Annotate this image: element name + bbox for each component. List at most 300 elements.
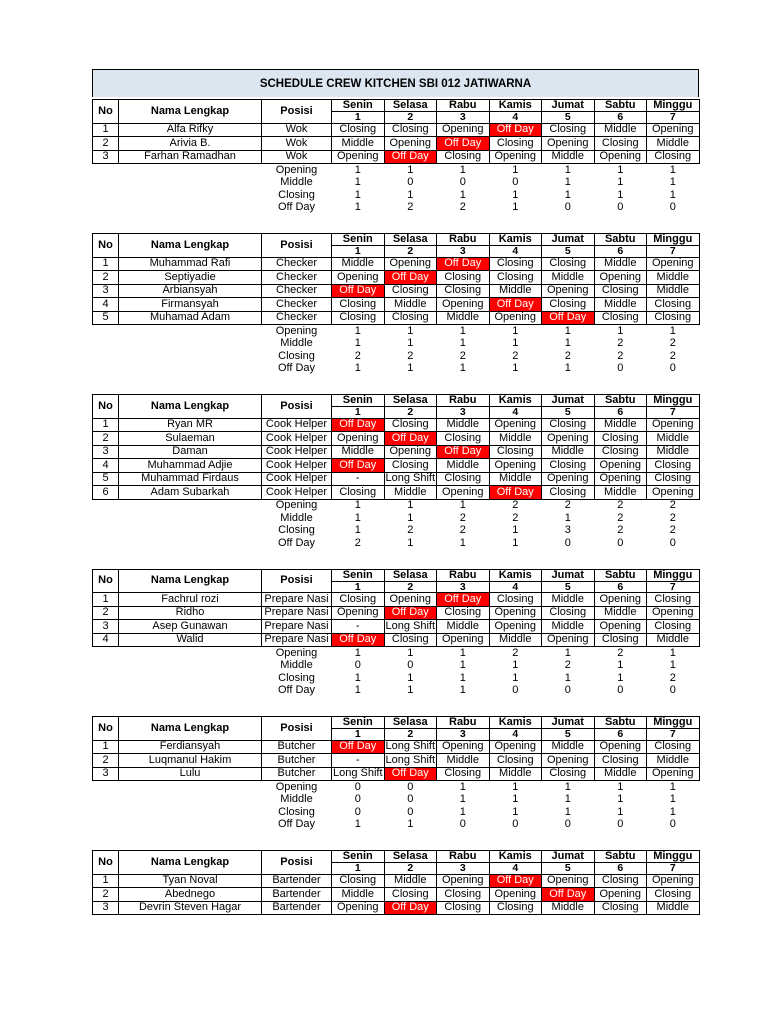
summary-row <box>93 202 700 215</box>
crew-position: Wok <box>262 123 332 137</box>
summary-count: 2 <box>564 659 571 672</box>
crew-position: Checker <box>262 257 332 271</box>
shift-cell: Closing <box>437 150 490 164</box>
summary-count: 0 <box>407 793 414 806</box>
crew-name: Alfa Rifky <box>119 123 262 137</box>
shift-cell: Closing <box>647 459 700 473</box>
header-row <box>93 395 700 407</box>
summary-row <box>93 525 700 538</box>
header-day-number: 6 <box>594 863 647 875</box>
header-day-number: 2 <box>384 863 437 875</box>
crew-row <box>93 767 700 781</box>
crew-position: Prepare Nasi <box>262 606 332 620</box>
summary-spacer <box>93 325 119 338</box>
shift-cell: Closing <box>647 593 700 607</box>
summary-count: 1 <box>459 189 466 201</box>
header-day-number: 6 <box>594 407 647 419</box>
crew-name: Lulu <box>119 767 262 781</box>
header-day-number: 4 <box>489 863 542 875</box>
shift-cell: Middle <box>542 901 595 915</box>
header-day-name: Kamis <box>489 569 542 581</box>
summary-count: 2 <box>564 350 571 362</box>
summary-count: 1 <box>407 537 414 549</box>
summary-spacer <box>93 685 119 698</box>
shift-cell-off-day: Off Day <box>542 888 595 902</box>
shift-cell: Opening <box>489 606 542 620</box>
summary-count: 1 <box>564 176 571 189</box>
summary-row <box>93 794 700 807</box>
summary-spacer <box>93 189 119 202</box>
crew-row <box>93 888 700 902</box>
summary-spacer <box>119 685 262 698</box>
header-day-name: Kamis <box>489 100 542 112</box>
crew-name: Ryan MR <box>119 418 262 432</box>
crew-name: Fachrul rozi <box>119 593 262 607</box>
summary-count: 1 <box>564 793 571 806</box>
crew-name: Adam Subarkah <box>119 486 262 500</box>
summary-count: 2 <box>512 350 519 362</box>
shift-cell: Opening <box>437 123 490 137</box>
summary-spacer <box>93 338 119 351</box>
summary-label: Opening <box>275 499 318 512</box>
crew-no: 5 <box>93 472 119 486</box>
header-day-number: 1 <box>332 581 385 593</box>
shift-cell: Closing <box>647 888 700 902</box>
shift-cell: Middle <box>332 888 385 902</box>
crew-row <box>93 633 700 647</box>
summary-count: 1 <box>354 176 361 189</box>
shift-cell: Middle <box>332 257 385 271</box>
header-day-number: 2 <box>384 729 437 741</box>
summary-label: Closing <box>278 189 315 201</box>
summary-count: 1 <box>512 337 519 350</box>
schedule-section <box>92 394 699 550</box>
summary-count: 2 <box>669 350 676 362</box>
summary-spacer <box>93 499 119 512</box>
header-day-name: Selasa <box>384 851 437 863</box>
shift-cell: Closing <box>332 123 385 137</box>
schedule-section <box>92 233 699 375</box>
summary-count: 0 <box>669 537 676 549</box>
header-day-name: Senin <box>332 100 385 112</box>
shift-cell: Middle <box>542 271 595 285</box>
crew-no: 2 <box>93 137 119 151</box>
shift-cell: Middle <box>542 150 595 164</box>
header-day-number: 6 <box>594 112 647 124</box>
crew-row <box>93 606 700 620</box>
summary-spacer <box>93 525 119 538</box>
shift-cell: Middle <box>647 137 700 151</box>
crew-name: Sulaeman <box>119 432 262 446</box>
shift-cell: Opening <box>489 888 542 902</box>
summary-count: 1 <box>617 324 624 337</box>
summary-count: 1 <box>617 189 624 201</box>
shift-cell: Closing <box>542 606 595 620</box>
crew-position: Cook Helper <box>262 486 332 500</box>
crew-position: Bartender <box>262 888 332 902</box>
shift-cell: Closing <box>332 486 385 500</box>
summary-row <box>93 363 700 376</box>
shift-cell: Opening <box>594 740 647 754</box>
header-day-name: Kamis <box>489 851 542 863</box>
summary-count: 2 <box>669 512 676 524</box>
summary-count: 0 <box>407 659 414 672</box>
shift-cell: Closing <box>332 311 385 325</box>
header-day-number: 3 <box>437 581 490 593</box>
summary-label: Middle <box>280 659 313 672</box>
shift-cell-off-day: Off Day <box>437 137 490 151</box>
summary-label: Middle <box>280 512 313 524</box>
shift-cell: - <box>332 472 385 486</box>
shift-cell: Closing <box>489 137 542 151</box>
crew-no: 2 <box>93 271 119 285</box>
shift-cell-off-day: Off Day <box>384 271 437 285</box>
summary-count: 1 <box>669 793 676 806</box>
summary-count: 1 <box>617 793 624 806</box>
summary-count: 1 <box>617 672 624 684</box>
shift-cell: Opening <box>489 620 542 634</box>
summary-count: 0 <box>354 793 361 806</box>
crew-position: Wok <box>262 150 332 164</box>
crew-row <box>93 298 700 312</box>
shift-cell: Opening <box>384 257 437 271</box>
summary-row <box>93 189 700 202</box>
summary-row <box>93 660 700 673</box>
summary-count: 1 <box>459 684 466 697</box>
shift-cell: Middle <box>489 284 542 298</box>
summary-count: 1 <box>354 818 361 831</box>
summary-label: Opening <box>275 324 318 337</box>
shift-cell: - <box>332 754 385 768</box>
header-position: Posisi <box>262 851 332 875</box>
shift-cell: Opening <box>647 123 700 137</box>
shift-cell: Middle <box>594 606 647 620</box>
shift-cell: Middle <box>647 754 700 768</box>
header-day-name: Sabtu <box>594 100 647 112</box>
header-day-number: 5 <box>542 729 595 741</box>
shift-cell: Closing <box>489 257 542 271</box>
shift-cell: Opening <box>647 257 700 271</box>
header-day-name: Senin <box>332 395 385 407</box>
summary-count: 0 <box>617 362 624 375</box>
header-day-number: 5 <box>542 581 595 593</box>
summary-spacer <box>119 794 262 807</box>
summary-row <box>93 806 700 819</box>
summary-count: 1 <box>407 362 414 375</box>
crew-position: Cook Helper <box>262 418 332 432</box>
shift-cell: Middle <box>542 740 595 754</box>
crew-position: Cook Helper <box>262 459 332 473</box>
header-day-number: 7 <box>647 581 700 593</box>
crew-position: Bartender <box>262 874 332 888</box>
crew-name: Walid <box>119 633 262 647</box>
crew-position: Cook Helper <box>262 432 332 446</box>
summary-count: 0 <box>354 780 361 793</box>
shift-cell: Middle <box>647 432 700 446</box>
shift-cell: Opening <box>437 874 490 888</box>
shift-cell: Closing <box>384 633 437 647</box>
header-day-number: 5 <box>542 407 595 419</box>
shift-cell: Middle <box>647 445 700 459</box>
summary-count: 0 <box>669 818 676 831</box>
shift-cell: Opening <box>594 888 647 902</box>
shift-cell-off-day: Off Day <box>384 432 437 446</box>
shift-cell: Opening <box>647 767 700 781</box>
crew-no: 2 <box>93 754 119 768</box>
summary-spacer <box>119 189 262 202</box>
summary-count: 1 <box>669 189 676 201</box>
summary-label: Middle <box>280 337 313 350</box>
summary-count: 1 <box>354 672 361 684</box>
summary-count: 1 <box>512 163 519 176</box>
summary-count: 1 <box>512 524 519 537</box>
shift-cell: Closing <box>594 137 647 151</box>
summary-count: 1 <box>459 499 466 512</box>
summary-count: 1 <box>564 324 571 337</box>
summary-row <box>93 325 700 338</box>
shift-cell: Middle <box>437 311 490 325</box>
summary-label: Opening <box>275 646 318 659</box>
summary-count: 1 <box>564 163 571 176</box>
summary-label: Middle <box>280 176 313 189</box>
shift-cell: Opening <box>542 754 595 768</box>
crew-row <box>93 284 700 298</box>
summary-count: 1 <box>459 163 466 176</box>
shift-cell: Middle <box>332 137 385 151</box>
shift-cell: Opening <box>437 298 490 312</box>
shift-cell: Opening <box>542 432 595 446</box>
summary-spacer <box>119 363 262 376</box>
summary-count: 2 <box>459 524 466 537</box>
schedule-section <box>92 569 699 698</box>
summary-row <box>93 350 700 363</box>
summary-spacer <box>119 177 262 190</box>
header-position: Posisi <box>262 569 332 593</box>
shift-cell: Opening <box>647 418 700 432</box>
shift-cell: Middle <box>489 472 542 486</box>
header-day-name: Minggu <box>647 851 700 863</box>
summary-count: 0 <box>617 201 624 214</box>
summary-count: 0 <box>459 818 466 831</box>
summary-spacer <box>119 338 262 351</box>
shift-cell: Opening <box>542 633 595 647</box>
header-day-number: 7 <box>647 729 700 741</box>
header-day-number: 3 <box>437 112 490 124</box>
shift-cell: Opening <box>332 150 385 164</box>
header-day-number: 1 <box>332 729 385 741</box>
schedule-table <box>92 99 700 214</box>
shift-cell: Closing <box>594 754 647 768</box>
header-day-name: Jumat <box>542 717 595 729</box>
crew-position: Butcher <box>262 754 332 768</box>
summary-count: 1 <box>407 324 414 337</box>
header-day-number: 7 <box>647 863 700 875</box>
shift-cell: Opening <box>437 486 490 500</box>
schedule-section <box>92 716 699 831</box>
summary-count: 1 <box>669 806 676 818</box>
summary-count: 2 <box>669 672 676 684</box>
summary-count: 1 <box>669 163 676 176</box>
header-row <box>93 851 700 863</box>
summary-count: 0 <box>459 176 466 189</box>
summary-count: 1 <box>407 337 414 350</box>
crew-row <box>93 123 700 137</box>
shift-cell: Closing <box>542 486 595 500</box>
header-day-name: Rabu <box>437 100 490 112</box>
crew-row <box>93 137 700 151</box>
summary-row <box>93 781 700 794</box>
shift-cell: Opening <box>489 740 542 754</box>
header-name: Nama Lengkap <box>119 234 262 258</box>
summary-count: 1 <box>459 659 466 672</box>
crew-row <box>93 901 700 915</box>
shift-cell: Middle <box>594 298 647 312</box>
summary-count: 0 <box>669 684 676 697</box>
summary-count: 1 <box>512 659 519 672</box>
shift-cell: Middle <box>542 620 595 634</box>
crew-name: Arbiansyah <box>119 284 262 298</box>
summary-count: 1 <box>564 362 571 375</box>
shift-cell: Closing <box>437 432 490 446</box>
summary-spacer <box>119 499 262 512</box>
crew-position: Prepare Nasi <box>262 633 332 647</box>
summary-count: 2 <box>354 537 361 549</box>
crew-name: Asep Gunawan <box>119 620 262 634</box>
shift-cell: Closing <box>437 888 490 902</box>
header-day-number: 1 <box>332 863 385 875</box>
shift-cell: Opening <box>384 445 437 459</box>
header-day-number: 2 <box>384 581 437 593</box>
shift-cell: Closing <box>489 593 542 607</box>
summary-count: 1 <box>354 362 361 375</box>
summary-row <box>93 338 700 351</box>
summary-count: 0 <box>564 537 571 549</box>
summary-count: 2 <box>617 337 624 350</box>
summary-spacer <box>119 325 262 338</box>
header-day-number: 4 <box>489 729 542 741</box>
header-day-name: Selasa <box>384 717 437 729</box>
summary-spacer <box>119 537 262 550</box>
crew-name: Muhammad Firdaus <box>119 472 262 486</box>
shift-cell: Opening <box>594 271 647 285</box>
shift-cell: Opening <box>384 593 437 607</box>
shift-cell: Closing <box>542 257 595 271</box>
schedule-sheet <box>92 69 699 934</box>
summary-count: 1 <box>354 684 361 697</box>
crew-position: Cook Helper <box>262 445 332 459</box>
crew-row <box>93 432 700 446</box>
summary-row <box>93 819 700 832</box>
header-day-number: 2 <box>384 246 437 258</box>
crew-position: Bartender <box>262 901 332 915</box>
summary-count: 1 <box>354 189 361 201</box>
shift-cell: Middle <box>437 418 490 432</box>
shift-cell: Opening <box>542 137 595 151</box>
crew-name: Arivia B. <box>119 137 262 151</box>
header-day-name: Rabu <box>437 717 490 729</box>
shift-cell: Opening <box>594 150 647 164</box>
shift-cell: Middle <box>647 271 700 285</box>
shift-cell: Closing <box>332 874 385 888</box>
shift-cell: Closing <box>647 298 700 312</box>
header-day-number: 4 <box>489 581 542 593</box>
crew-position: Checker <box>262 284 332 298</box>
summary-count: 1 <box>459 362 466 375</box>
summary-count: 2 <box>354 350 361 362</box>
summary-count: 1 <box>669 659 676 672</box>
shift-cell-off-day: Off Day <box>384 150 437 164</box>
summary-label: Off Day <box>277 201 316 214</box>
header-day-name: Minggu <box>647 395 700 407</box>
summary-count: 2 <box>407 524 414 537</box>
summary-spacer <box>93 164 119 177</box>
shift-cell-off-day: Off Day <box>542 311 595 325</box>
header-row <box>93 234 700 246</box>
shift-cell: - <box>332 620 385 634</box>
sections-container <box>92 99 699 915</box>
crew-row <box>93 620 700 634</box>
shift-cell-off-day: Off Day <box>332 740 385 754</box>
header-day-name: Sabtu <box>594 717 647 729</box>
crew-position: Cook Helper <box>262 472 332 486</box>
header-day-name: Sabtu <box>594 395 647 407</box>
header-day-name: Sabtu <box>594 569 647 581</box>
crew-position: Prepare Nasi <box>262 593 332 607</box>
shift-cell: Middle <box>489 432 542 446</box>
header-day-number: 1 <box>332 246 385 258</box>
summary-count: 2 <box>669 337 676 350</box>
summary-count: 1 <box>407 818 414 831</box>
summary-spacer <box>93 672 119 685</box>
crew-no: 4 <box>93 459 119 473</box>
shift-cell-off-day: Off Day <box>384 901 437 915</box>
shift-cell-off-day: Off Day <box>384 606 437 620</box>
shift-cell: Closing <box>647 472 700 486</box>
summary-count: 1 <box>617 659 624 672</box>
summary-label: Closing <box>278 806 315 818</box>
crew-row <box>93 271 700 285</box>
shift-cell: Middle <box>647 284 700 298</box>
summary-count: 1 <box>459 537 466 549</box>
summary-spacer <box>119 806 262 819</box>
summary-count: 0 <box>564 818 571 831</box>
crew-position: Butcher <box>262 740 332 754</box>
crew-no: 1 <box>93 593 119 607</box>
summary-spacer <box>119 164 262 177</box>
header-day-number: 6 <box>594 581 647 593</box>
schedule-section <box>92 99 699 214</box>
shift-cell: Closing <box>384 459 437 473</box>
header-day-name: Jumat <box>542 569 595 581</box>
schedule-table <box>92 716 700 831</box>
crew-row <box>93 472 700 486</box>
header-day-number: 3 <box>437 729 490 741</box>
shift-cell: Closing <box>542 123 595 137</box>
summary-count: 2 <box>512 512 519 524</box>
header-position: Posisi <box>262 100 332 124</box>
shift-cell: Long Shift <box>332 767 383 780</box>
summary-count: 2 <box>407 350 414 362</box>
header-day-number: 3 <box>437 407 490 419</box>
shift-cell: Opening <box>647 606 700 620</box>
shift-cell: Closing <box>332 593 385 607</box>
summary-count: 1 <box>564 806 571 818</box>
summary-count: 0 <box>669 201 676 214</box>
summary-count: 1 <box>564 512 571 524</box>
summary-label: Closing <box>278 350 315 362</box>
header-row <box>93 569 700 581</box>
summary-count: 2 <box>459 350 466 362</box>
